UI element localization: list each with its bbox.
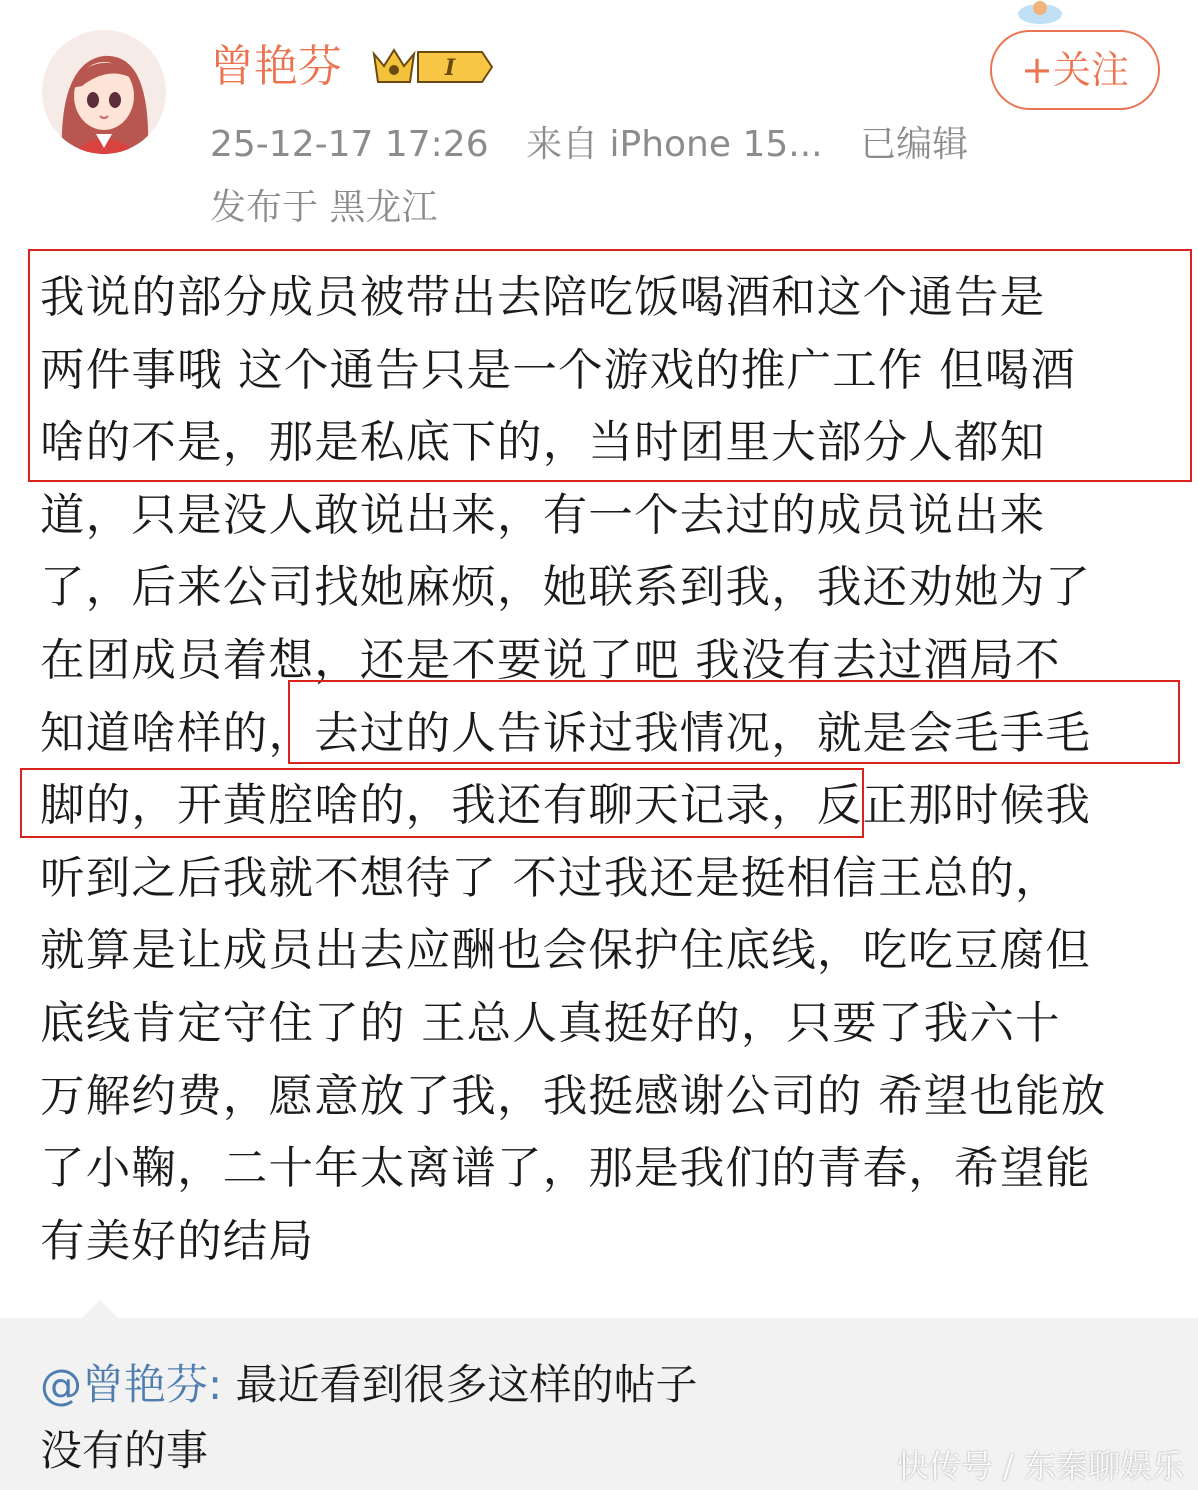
- post-line: 知道啥样的，去过的人告诉过我情况，就是会毛手毛: [40, 707, 1092, 759]
- quoted-text-1: 最近看到很多这样的帖子: [222, 1360, 698, 1409]
- quoted-text[interactable]: [40, 1356, 698, 1414]
- post-line: 有美好的结局: [40, 1215, 315, 1267]
- edited-label[interactable]: 已编辑: [860, 124, 969, 165]
- quoted-mention[interactable]: @曾艳芬:: [40, 1360, 223, 1409]
- post-meta: [210, 120, 994, 170]
- quoted-text-2: 没有的事: [40, 1426, 209, 1475]
- avatar[interactable]: [42, 30, 166, 154]
- highlight-box-2: [288, 680, 1180, 764]
- author-name[interactable]: 曾艳芬: [210, 41, 342, 92]
- cartoon-decoration-icon: [1010, 0, 1100, 24]
- post-line: 就算是让成员出去应酬也会保护住底线，吃吃豆腐但: [40, 925, 1092, 977]
- follow-button[interactable]: +关注: [990, 30, 1160, 110]
- post-line: 啥的不是，那是私底下的，当时团里大部分人都知: [40, 417, 1046, 469]
- post-timestamp: 25-12-17 17:26: [210, 124, 489, 165]
- post-location: 发布于 黑龙江: [210, 187, 438, 228]
- post-line: 在团成员着想，还是不要说了吧 我没有去过酒局不: [40, 634, 1061, 686]
- post-line: 两件事哦 这个通告只是一个游戏的推广工作 但喝酒: [40, 344, 1077, 396]
- post-line: 万解约费，愿意放了我，我挺感谢公司的 希望也能放: [40, 1070, 1107, 1122]
- post-line: 听到之后我就不想待了 不过我还是挺相信王总的，: [40, 852, 1061, 904]
- post-line: 脚的，开黄腔啥的，我还有聊天记录，反正那时候我: [40, 780, 1092, 832]
- vip-level-label: I: [444, 55, 456, 81]
- watermark: 快传号 / 东秦聊娱乐: [896, 1447, 1184, 1485]
- post-line: 道，只是没人敢说出来，有一个去过的成员说出来: [40, 489, 1046, 541]
- post-line: 了，后来公司找她麻烦，她联系到我，我还劝她为了: [40, 562, 1092, 614]
- post-line: 我说的部分成员被带出去陪吃饭喝酒和这个通告是: [40, 272, 1046, 323]
- highlight-box-3: [20, 768, 864, 838]
- post-source[interactable]: 来自 iPhone 15...: [526, 124, 823, 165]
- post-line: 了小鞠，二十年太离谱了，那是我们的青春，希望能: [40, 1143, 1092, 1195]
- post-header: [0, 0, 1198, 240]
- quote-pointer: [82, 1300, 118, 1318]
- highlight-box-1: [28, 249, 1192, 482]
- vip-crown-badge: [370, 44, 496, 90]
- post-line: 底线肯定守住了的 王总人真挺好的，只要了我六十: [40, 997, 1061, 1049]
